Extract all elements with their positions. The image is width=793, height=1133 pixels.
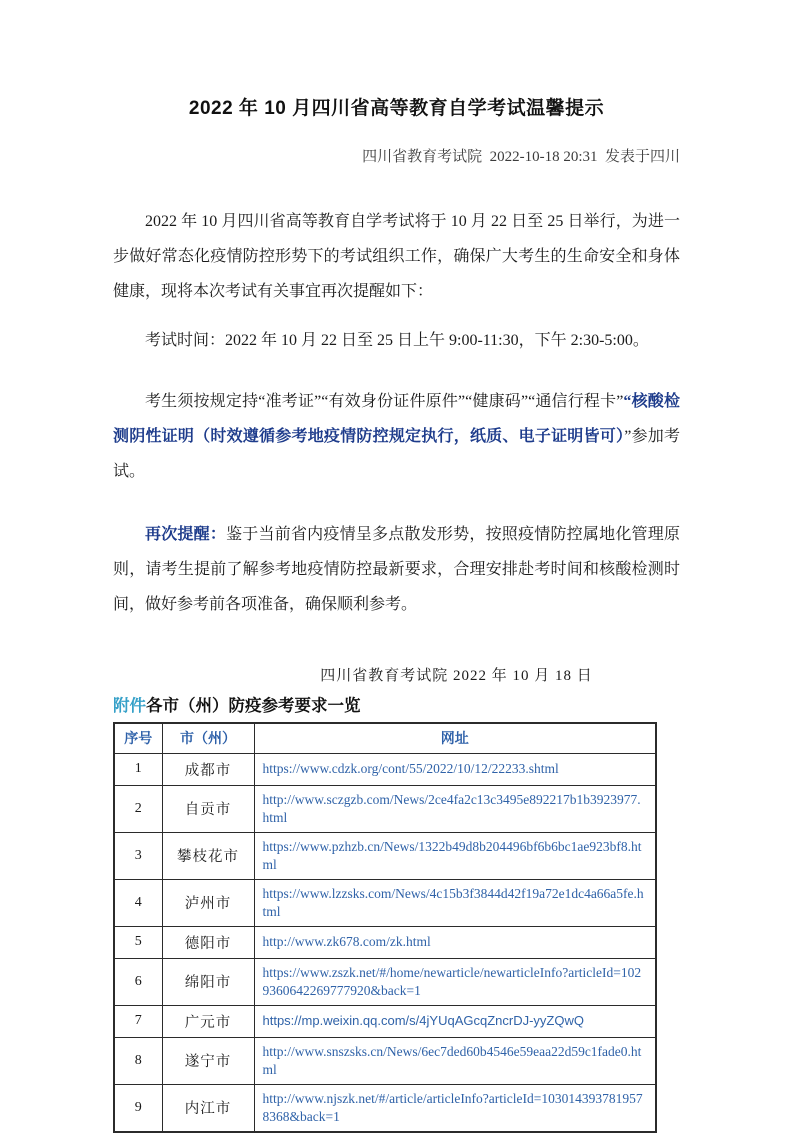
url-cell	[254, 958, 656, 1005]
requirements-highlighted-text: “核酸检测阴性证明（时效遵循参考地疫情防控规定执行，纸质、电子证明皆可）	[113, 393, 680, 445]
page-title: 2022 年 10 月四川省高等教育自学考试温馨提示	[188, 98, 605, 119]
paragraph-requirements	[113, 384, 680, 489]
city-requirement-link[interactable]: http://www.njszk.net/#/article/articleInfo?articleId=1030143937819578368&back=1	[262, 1090, 643, 1124]
reminder-text: 鉴于当前省内疫情呈多点散发形势，按照疫情防控属地化管理原则，请考生提前了解参考地疫情防控最新要求，合理安排赴考时间和核酸检测时间，做好参考前各项准备，确保顺利参考。	[113, 526, 680, 613]
header-cell-city: 市（州）	[162, 723, 254, 753]
table-row	[114, 958, 656, 1005]
city-name-cell: 德阳市	[162, 926, 254, 958]
url-cell	[254, 753, 656, 785]
city-name-cell: 绵阳市	[162, 958, 254, 1005]
city-name-cell: 广元市	[162, 1005, 254, 1037]
table-row	[114, 832, 656, 879]
table-row	[114, 879, 656, 926]
paragraph-intro: 2022 年 10 月四川省高等教育自学考试将于 10 月 22 日至 25 日举行，为进一步做好常态化疫情防控形势下的考试组织工作，确保广大考生的生命安全和身体健康，现将本次考试有关事宜再次提醒如下：	[113, 213, 680, 300]
requirements-normal-text: 考生须按规定持“准考证”“有效身份证件原件”“健康码”“通信行程卡”	[145, 393, 624, 410]
city-name-cell: 内江市	[162, 1084, 254, 1132]
row-number-cell: 3	[114, 832, 162, 879]
url-cell	[254, 1037, 656, 1084]
table-row	[114, 1037, 656, 1084]
table-header-row	[114, 723, 656, 753]
city-requirements-table	[113, 722, 657, 1133]
city-requirement-link[interactable]: https://www.cdzk.org/cont/55/2022/10/12/22233.shtml	[262, 761, 559, 776]
city-name-cell: 攀枝花市	[162, 832, 254, 879]
row-number-cell: 8	[114, 1037, 162, 1084]
url-cell	[254, 832, 656, 879]
city-name-cell: 遂宁市	[162, 1037, 254, 1084]
url-cell	[254, 926, 656, 958]
row-number-cell: 6	[114, 958, 162, 1005]
row-number-cell: 5	[114, 926, 162, 958]
city-requirement-link[interactable]: http://www.sczgzb.com/News/2ce4fa2c13c3495e892217b1b3923977.html	[262, 791, 641, 825]
row-number-cell: 4	[114, 879, 162, 926]
signature-line: 四川省教育考试院 2022 年 10 月 18 日	[320, 668, 593, 684]
city-requirement-link[interactable]: http://www.zk678.com/zk.html	[262, 934, 431, 949]
row-number-cell: 1	[114, 753, 162, 785]
attachment-title: 各市（州）防疫参考要求一览	[146, 697, 361, 715]
city-requirement-link[interactable]: http://www.snszsks.cn/News/6ec7ded60b4546e59eaa22d59c1fade0.html	[262, 1043, 642, 1077]
city-requirement-link[interactable]: https://www.pzhzb.cn/News/1322b49d8b204496bf6b6bc1ae923bf8.html	[262, 838, 642, 872]
paragraph-exam-time: 考试时间：2022 年 10 月 22 日至 25 日上午 9:00-11:30，下午 2:30-5:00。	[145, 332, 649, 349]
header-cell-number: 序号	[114, 723, 162, 753]
byline: 四川省教育考试院 2022-10-18 20:31 发表于四川	[362, 149, 680, 165]
url-cell	[254, 1005, 656, 1037]
table-row	[114, 926, 656, 958]
attachment-heading	[113, 692, 680, 716]
url-cell	[254, 1084, 656, 1132]
table-row	[114, 785, 656, 832]
row-number-cell: 2	[114, 785, 162, 832]
table-row	[114, 1005, 656, 1037]
city-requirement-link[interactable]: https://www.lzzsks.com/News/4c15b3f3844d42f19a72e1dc4a66a5fe.html	[262, 885, 644, 919]
attachment-label: 附件	[113, 697, 146, 715]
city-name-cell: 自贡市	[162, 785, 254, 832]
url-cell	[254, 879, 656, 926]
requirements-tail-text: ”参加考试。	[113, 428, 680, 480]
city-name-cell: 成都市	[162, 753, 254, 785]
row-number-cell: 7	[114, 1005, 162, 1037]
header-cell-url: 网址	[254, 723, 656, 753]
city-name-cell: 泸州市	[162, 879, 254, 926]
city-requirement-link[interactable]: https://www.zszk.net/#/home/newarticle/newarticleInfo?articleId=1029360642269777920&back=1	[262, 964, 642, 998]
table-row	[114, 753, 656, 785]
table-row	[114, 1084, 656, 1132]
table-body	[114, 753, 656, 1132]
row-number-cell: 9	[114, 1084, 162, 1132]
paragraph-reminder	[113, 517, 680, 622]
url-cell	[254, 785, 656, 832]
city-requirement-link[interactable]: https://mp.weixin.qq.com/s/4jYUqAGcqZncrDJ-yyZQwQ	[262, 1013, 584, 1028]
reminder-label: 再次提醒：	[145, 526, 227, 543]
